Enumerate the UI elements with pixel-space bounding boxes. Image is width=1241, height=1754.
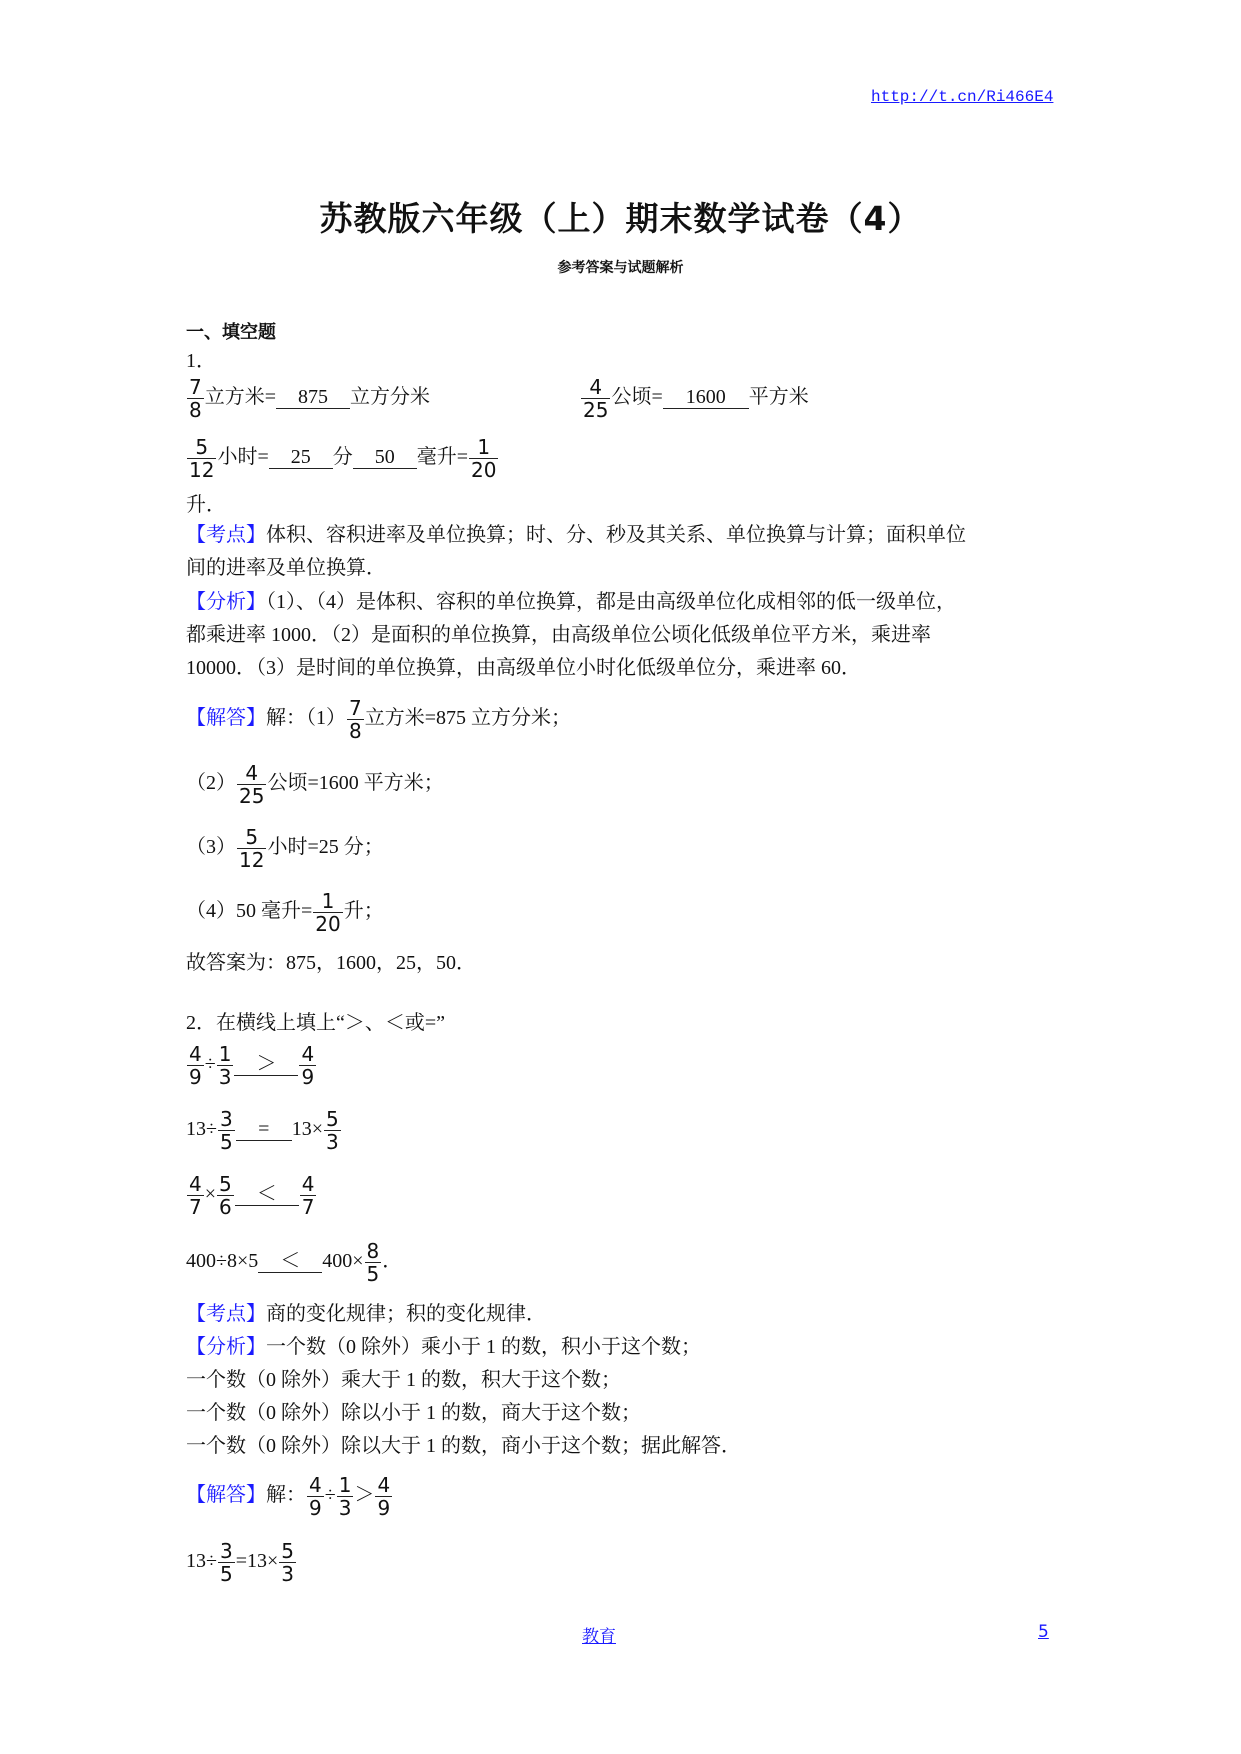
fraction: $\frac{1}{3}$ [338,1473,352,1520]
q1-final-answer: 故答案为：875，1600，25，50． [186,952,476,974]
fraction: $\frac{5}{3}$ [281,1539,295,1586]
fraction: $\frac{4}{25}$ [239,761,265,808]
q2-row-3: $\frac{4}{7}$ × $\frac{5}{6}$ ＜ $\frac{4}{7}$ [189,1172,315,1219]
fraction: $\frac{3}{5}$ [219,1539,233,1586]
section-heading: 一、填空题 [186,322,276,343]
q1-item-2: $\frac{4}{25}$ 公顷= 1600 平方米 [583,375,809,422]
fraction: $\frac{4}{9}$ [301,1042,315,1089]
kaodian-tag: 【考点】 [186,1303,266,1325]
jieda-tag: 【解答】 [186,1484,266,1507]
q2-kaodian: 【考点】商的变化规律；积的变化规律． [186,1303,546,1325]
fraction: $\frac{5}{3}$ [326,1107,339,1154]
page-title: 苏教版六年级（上）期末数学试卷（4） [319,199,922,238]
q1-item-3: $\frac{5}{12}$ 小时= 25 分 50 毫升= $\frac{1}{20}$ [189,435,497,482]
q2-row-1: $\frac{4}{9}$ ÷ $\frac{1}{3}$ ＞ $\frac{4}{9}$ [189,1042,315,1089]
q2-fenxi-cont-2: 一个数（0 除外）除以小于 1 的数，商大于这个数； [186,1402,641,1424]
answer-blank: ＜ [235,1183,299,1206]
fraction: $\frac{7}{8}$ [189,375,202,422]
fraction: $\frac{4}{9}$ [377,1473,391,1520]
q1-jieda: 【解答】解：（1） $\frac{7}{8}$ 立方米=875 立方分米； [186,696,572,743]
fraction: $\frac{7}{8}$ [349,696,362,743]
fraction: $\frac{4}{25}$ [583,375,609,422]
q1-fenxi-cont-2: 10000．（3）是时间的单位换算，由高级单位小时化低级单位分，乘进率 60． [186,657,861,679]
q1-item-1: $\frac{7}{8}$ 立方米= 875 立方分米 [189,375,431,422]
q2-fenxi: 【分析】一个数（0 除外）乘小于 1 的数，积小于这个数； [186,1336,701,1358]
answer-blank: ＜ [258,1250,322,1273]
q1-kaodian-cont: 间的进率及单位换算． [186,557,386,579]
q1-unit-tail: 升． [186,494,226,516]
q1-solution-3: （3） $\frac{5}{12}$ 小时=25 分； [186,825,384,872]
footer-link[interactable]: 教育 [582,1627,616,1647]
q1-solution-2: （2） $\frac{4}{25}$ 公顷=1600 平方米； [186,761,444,808]
answer-blank: ＞ [234,1053,298,1076]
fenxi-tag: 【分析】 [186,1336,266,1358]
fraction: $\frac{5}{12}$ [189,435,215,482]
answer-blank: 1600 [663,386,749,409]
answer-blank: = [236,1118,292,1141]
fraction: $\frac{3}{5}$ [219,1107,233,1154]
answer-blank: 50 [353,446,417,469]
header-url-link[interactable]: http://t.cn/Ri466E4 [871,88,1054,106]
fraction: $\frac{4}{7}$ [301,1172,315,1219]
page-number-link[interactable]: 5 [1038,1622,1049,1642]
q1-fenxi-cont-1: 都乘进率 1000．（2）是面积的单位换算，由高级单位公顷化低级单位平方米，乘进率 [186,624,931,646]
fraction: $\frac{4}{9}$ [189,1042,202,1089]
q1-number: 1． [186,350,216,372]
q2-solution-2: 13÷ $\frac{3}{5}$ =13× $\frac{5}{3}$ [186,1539,295,1586]
fenxi-tag: 【分析】 [186,591,266,613]
q1-kaodian: 【考点】体积、容积进率及单位换算；时、分、秒及其关系、单位换算与计算；面积单位 [186,524,966,546]
fraction: $\frac{1}{20}$ [471,435,497,482]
fraction: $\frac{8}{5}$ [366,1239,380,1286]
q2-prompt: 2．在横线上填上“＞、＜或=” [186,1012,446,1034]
page-subtitle: 参考答案与试题解析 [557,260,684,276]
answer-blank: 875 [276,386,350,409]
fraction: $\frac{1}{3}$ [218,1042,232,1089]
answer-blank: 25 [269,446,333,469]
q2-row-4: 400÷8×5 ＜ 400× $\frac{8}{5}$ ． [186,1239,403,1286]
jieda-tag: 【解答】 [186,707,266,730]
kaodian-tag: 【考点】 [186,524,266,546]
fraction: $\frac{5}{12}$ [239,825,265,872]
q2-fenxi-cont-1: 一个数（0 除外）乘大于 1 的数，积大于这个数； [186,1369,621,1391]
q2-fenxi-cont-3: 一个数（0 除外）除以大于 1 的数，商小于这个数；据此解答． [186,1435,741,1457]
fraction: $\frac{4}{9}$ [309,1473,322,1520]
q2-row-2: 13÷ $\frac{3}{5}$ = 13× $\frac{5}{3}$ [186,1107,339,1154]
fraction: $\frac{5}{6}$ [219,1172,232,1219]
q1-solution-4: （4）50 毫升= $\frac{1}{20}$ 升； [186,889,384,936]
q1-fenxi: 【分析】（1）、（4）是体积、容积的单位换算，都是由高级单位化成相邻的低一级单位， [186,591,956,613]
fraction: $\frac{4}{7}$ [189,1172,202,1219]
q2-jieda: 【解答】解： $\frac{4}{9}$ ÷ $\frac{1}{3}$ ＞ $\frac{4}{9}$ [186,1473,391,1520]
fraction: $\frac{1}{20}$ [315,889,341,936]
